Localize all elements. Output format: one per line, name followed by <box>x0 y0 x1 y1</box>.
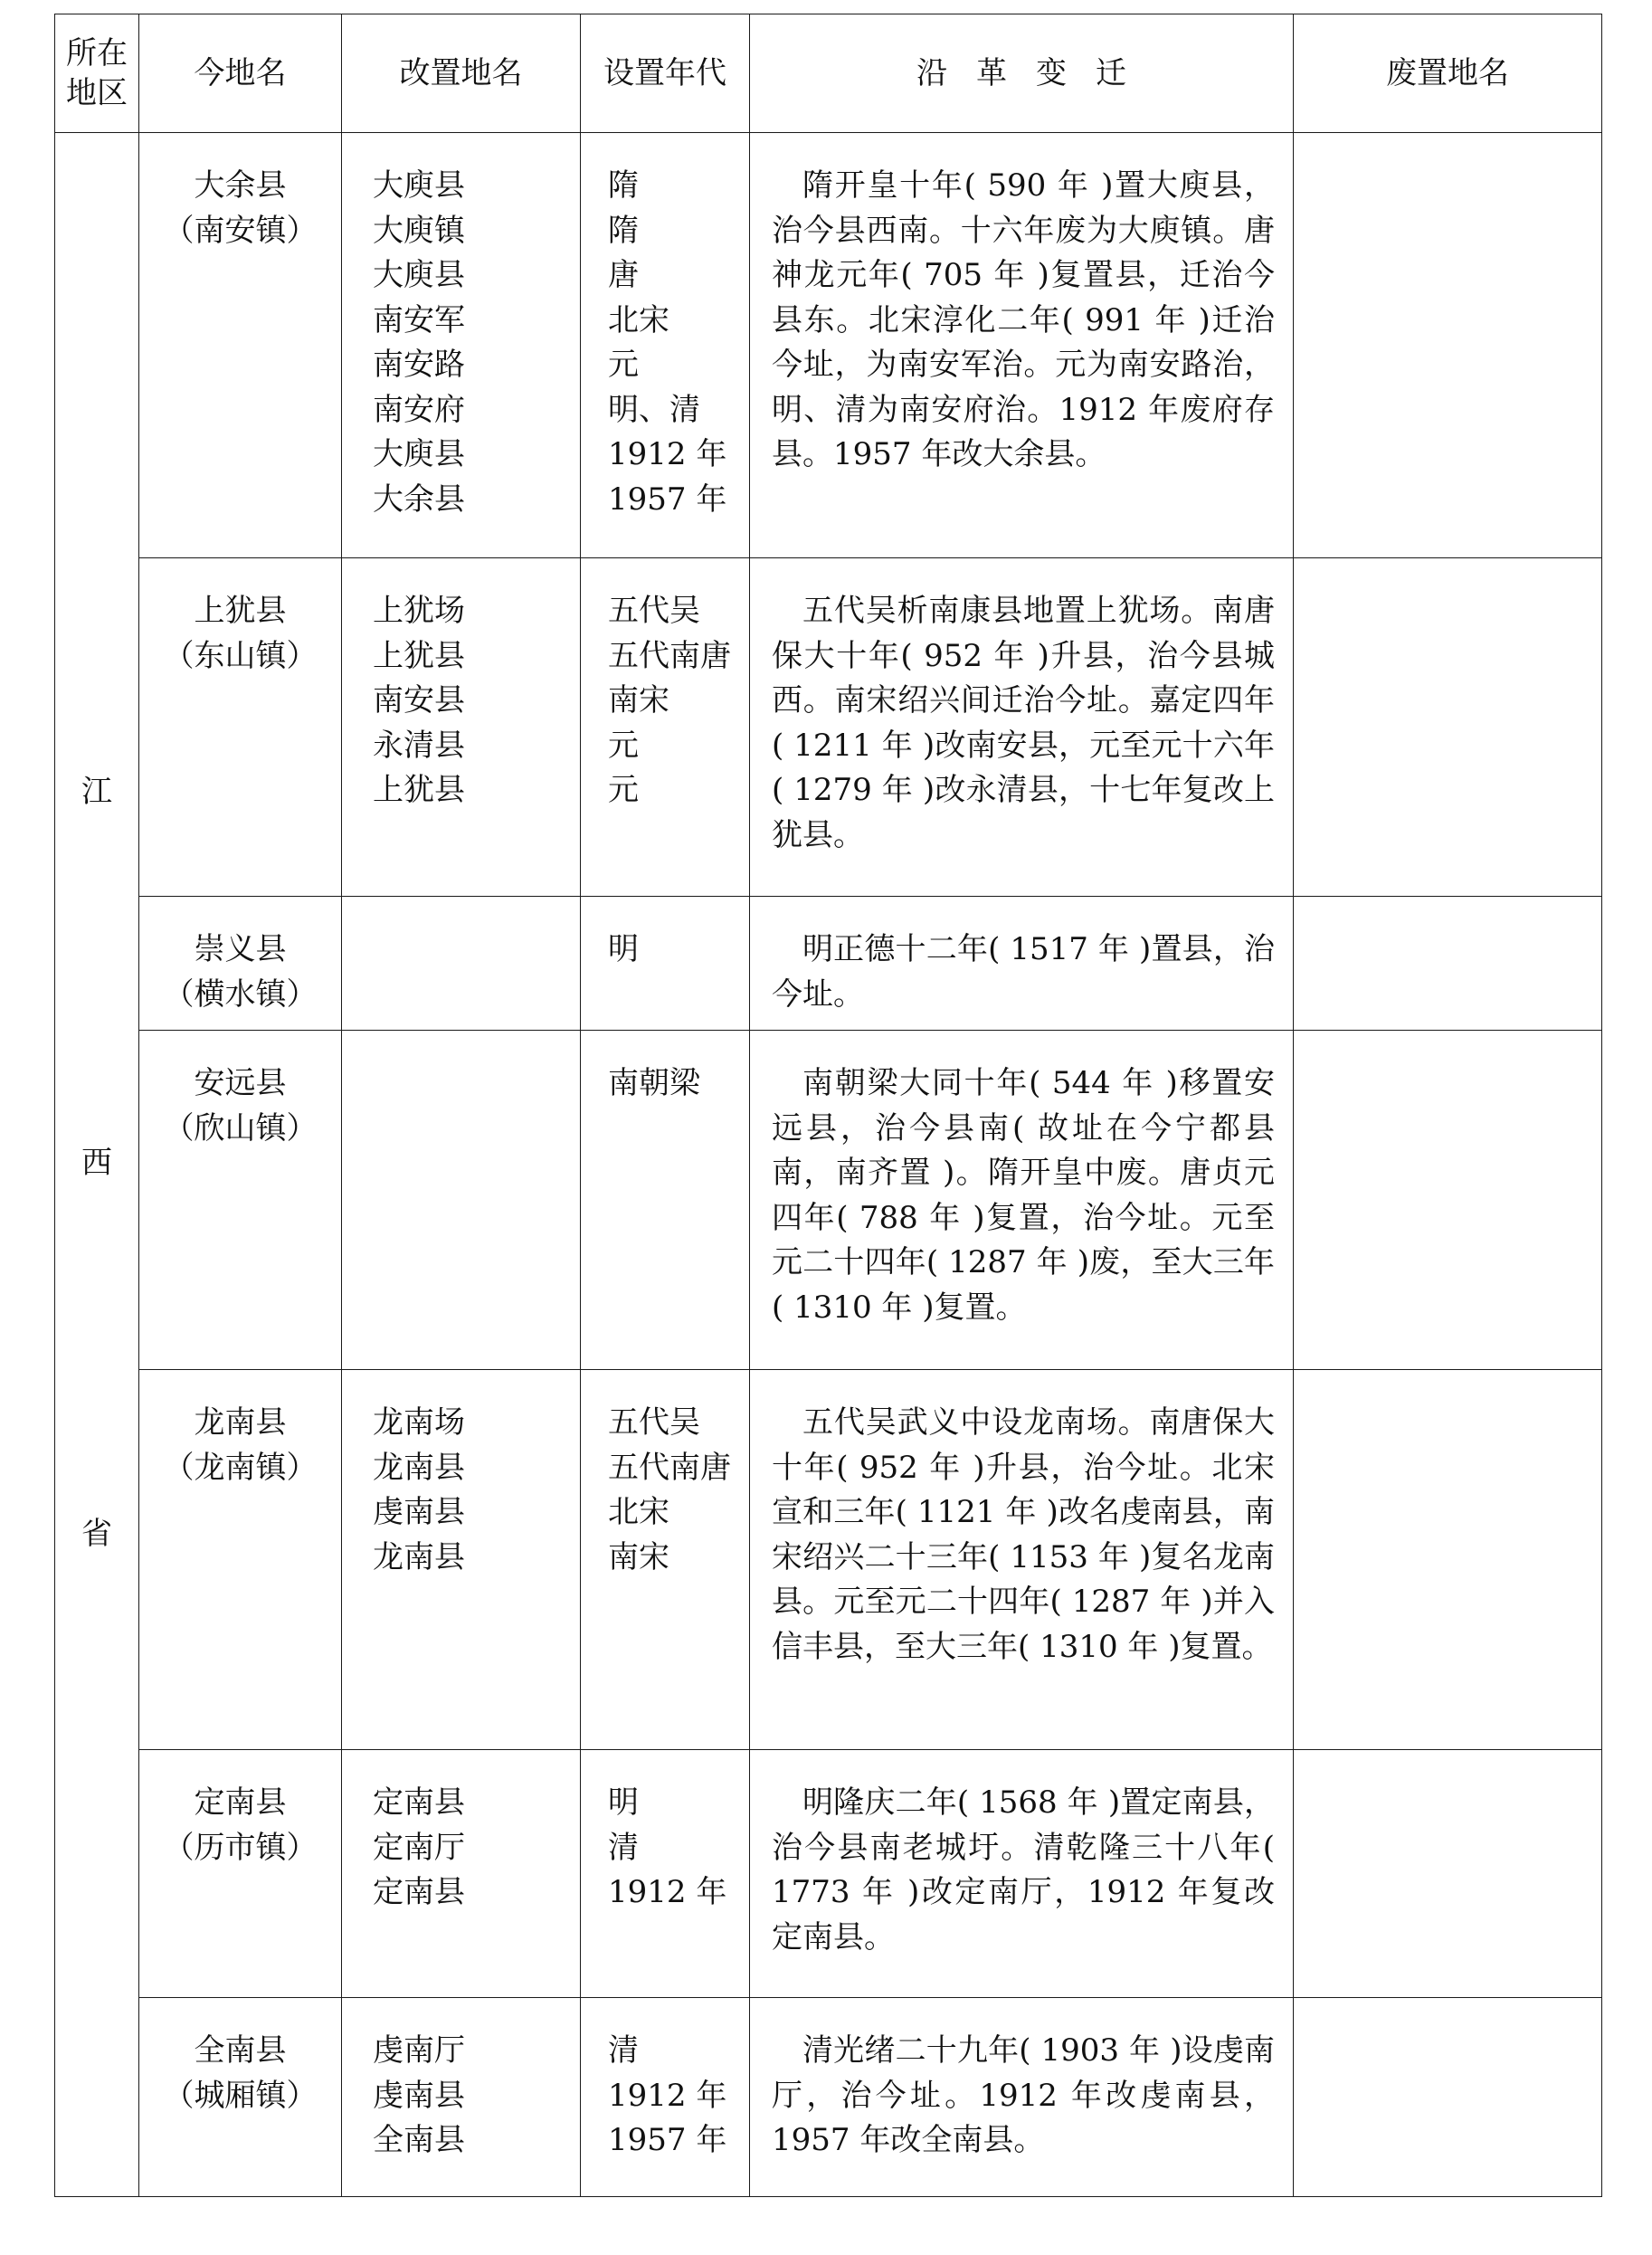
header-region <box>55 14 139 133</box>
abolished-cell <box>1294 1031 1602 1370</box>
era-entry: 明 <box>608 1784 639 1821</box>
abolished-text <box>1294 897 1601 928</box>
era-entry: 五代南唐 <box>608 1449 731 1486</box>
region-char: 江 <box>81 774 112 810</box>
history-cell <box>750 897 1294 1031</box>
renamed-entry: 大庾县 <box>373 167 465 204</box>
abolished-text <box>1294 1998 1601 2029</box>
era-entry: 唐 <box>608 257 639 293</box>
current-name-cell <box>139 133 342 558</box>
table-row <box>55 1031 1602 1370</box>
county-name: 定南县 <box>194 1784 287 1821</box>
abolished-cell <box>1294 558 1602 897</box>
renamed-entry: 定南县 <box>373 1784 465 1821</box>
county-name: 龙南县 <box>194 1404 287 1441</box>
history-text: 明正德十二年( 1517 年 )置县，治今址。 <box>772 931 1275 1013</box>
header-region-line1: 所在 <box>66 35 128 71</box>
renamed-entry: 上犹场 <box>373 593 465 629</box>
region-char: 西 <box>81 1145 112 1181</box>
renamed-entry: 上犹县 <box>373 637 465 674</box>
renamed-entry: 南安军 <box>373 301 465 338</box>
renamed-entry: 虔南厅 <box>373 2032 465 2069</box>
era-entry: 五代吴 <box>608 593 700 629</box>
current-name-cell <box>139 558 342 897</box>
renamed-entry: 上犹县 <box>373 772 465 808</box>
renamed-entry: 大庾镇 <box>373 212 465 249</box>
renamed-cell <box>342 1370 581 1750</box>
era-entry: 五代吴 <box>608 1404 700 1441</box>
era-entry: 元 <box>608 347 639 383</box>
abolished-cell <box>1294 1998 1602 2197</box>
header-history <box>750 14 1294 133</box>
county-seat-town: （横水镇） <box>163 975 318 1013</box>
abolished-cell <box>1294 897 1602 1031</box>
table-row <box>55 1370 1602 1750</box>
history-text: 五代吴武义中设龙南场。南唐保大十年( 952 年 )升县，治今址。北宋宣和三年( 1121 年 )改名虔南县，南宋绍兴二十三年( 1153 年 )复名龙南县。元至元二十四年( 1287 年 )并入信丰县，至大三年( 1310 年 )复置。 <box>772 1404 1275 1665</box>
renamed-entry: 大庾县 <box>373 257 465 293</box>
renamed-entry: 定南厅 <box>373 1829 465 1866</box>
era-entry: 1912 年 <box>608 2077 727 2114</box>
era-entry: 清 <box>608 2032 639 2069</box>
current-name-cell <box>139 1750 342 1998</box>
header-abolished: 废置地名 <box>1294 14 1602 133</box>
abolished-text <box>1294 1031 1601 1061</box>
era-entry: 隋 <box>608 167 639 204</box>
era-entry: 1957 年 <box>608 2122 727 2158</box>
era-entry: 五代南唐 <box>608 637 731 674</box>
county-seat-town: （东山镇） <box>163 637 318 674</box>
header-history-text: 沿革变迁 <box>916 55 1155 91</box>
region-char: 省 <box>81 1516 112 1552</box>
history-cell <box>750 133 1294 558</box>
county-seat-town: （欣山镇） <box>163 1109 318 1147</box>
era-entry: 北宋 <box>608 301 669 338</box>
era-entry: 明、清 <box>608 391 700 428</box>
history-text: 五代吴析南康县地置上犹场。南唐保大十年( 952 年 )升县，治今县城西。南宋绍兴间迁治今址。嘉定四年( 1211 年 )改南安县，元至元十六年( 1279 年 )改永清县，十七年复改上犹县。 <box>772 593 1275 853</box>
header-era: 设置年代 <box>581 14 750 133</box>
era-entry: 隋 <box>608 212 639 249</box>
renamed-cell <box>342 1031 581 1370</box>
table-row <box>55 1750 1602 1998</box>
history-cell <box>750 1031 1294 1370</box>
renamed-entry: 南安路 <box>373 347 465 383</box>
current-name-cell <box>139 1370 342 1750</box>
era-entry: 南宋 <box>608 1538 669 1575</box>
header-region-line2: 地区 <box>66 75 128 111</box>
renamed-entry: 全南县 <box>373 2122 465 2158</box>
region-cell <box>55 133 139 2197</box>
era-cell <box>581 133 750 558</box>
era-cell <box>581 1370 750 1750</box>
header-renamed: 改置地名 <box>342 14 581 133</box>
table-row <box>55 133 1602 558</box>
renamed-entry: 南安县 <box>373 682 465 718</box>
history-text: 南朝梁大同十年( 544 年 )移置安远县，治今县南( 故址在今宁都县南，南齐置 )。隋开皇中废。唐贞元四年( 788 年 )复置，治今址。元至元二十四年( 1287 年 )废，至大三年( 1310 年 )复置。 <box>772 1065 1275 1326</box>
history-cell <box>750 1750 1294 1998</box>
history-text: 清光绪二十九年( 1903 年 )设虔南厅，治今址。1912 年改虔南县，1957 年改全南县。 <box>772 2032 1275 2158</box>
era-entry: 元 <box>608 727 639 764</box>
current-name-cell <box>139 897 342 1031</box>
era-entry: 明 <box>608 931 639 967</box>
history-cell <box>750 1370 1294 1750</box>
county-name: 安远县 <box>194 1065 287 1101</box>
era-entry: 1912 年 <box>608 436 727 472</box>
county-name: 上犹县 <box>194 593 287 629</box>
renamed-cell <box>342 1750 581 1998</box>
county-seat-town: （历市镇） <box>163 1829 318 1866</box>
county-name: 全南县 <box>194 2032 287 2069</box>
history-cell <box>750 558 1294 897</box>
table-row <box>55 897 1602 1031</box>
era-cell <box>581 1750 750 1998</box>
abolished-text <box>1294 133 1601 164</box>
renamed-entry: 虔南县 <box>373 2077 465 2114</box>
header-current-name: 今地名 <box>139 14 342 133</box>
renamed-cell <box>342 558 581 897</box>
current-name-cell <box>139 1031 342 1370</box>
county-name: 大余县 <box>194 167 287 204</box>
abolished-cell <box>1294 133 1602 558</box>
renamed-entry: 永清县 <box>373 727 465 764</box>
renamed-entry: 大余县 <box>373 480 465 518</box>
header-row <box>55 14 1602 133</box>
current-name-cell <box>139 1998 342 2197</box>
table-row <box>55 558 1602 897</box>
history-text: 明隆庆二年( 1568 年 )置定南县，治今县南老城圩。清乾隆三十八年( 1773 年 )改定南厅，1912 年复改定南县。 <box>772 1784 1275 1955</box>
era-entry: 清 <box>608 1829 639 1866</box>
renamed-entry: 虔南县 <box>373 1494 465 1530</box>
gazetteer-table <box>54 14 1602 2197</box>
era-entry: 1957 年 <box>608 480 727 518</box>
era-entry: 1912 年 <box>608 1874 727 1910</box>
era-entry: 北宋 <box>608 1494 669 1530</box>
county-seat-town: （城厢镇） <box>163 2077 318 2114</box>
abolished-text <box>1294 558 1601 589</box>
table-row <box>55 1998 1602 2197</box>
renamed-entry: 龙南县 <box>373 1538 465 1575</box>
era-entry: 南宋 <box>608 682 669 718</box>
renamed-entry: 南安府 <box>373 391 465 428</box>
era-cell <box>581 1031 750 1370</box>
history-cell <box>750 1998 1294 2197</box>
era-entry: 元 <box>608 772 639 808</box>
era-cell <box>581 897 750 1031</box>
abolished-text <box>1294 1370 1601 1401</box>
county-seat-town: （南安镇） <box>163 212 318 249</box>
abolished-cell <box>1294 1750 1602 1998</box>
renamed-cell <box>342 133 581 558</box>
era-cell <box>581 1998 750 2197</box>
era-entry: 南朝梁 <box>608 1065 700 1101</box>
renamed-cell <box>342 897 581 1031</box>
abolished-cell <box>1294 1370 1602 1750</box>
renamed-entry: 大庾县 <box>373 436 465 472</box>
renamed-entry: 龙南场 <box>373 1404 465 1441</box>
history-text: 隋开皇十年( 590 年 )置大庾县，治今县西南。十六年废为大庾镇。唐神龙元年( 705 年 )复置县，迁治今县东。北宋淳化二年( 991 年 )迁治今址，为南安军治。元为南安路治，明、清为南安府治。1912 年废府存县。1957 年改大余县。 <box>772 167 1275 472</box>
renamed-entry: 龙南县 <box>373 1449 465 1486</box>
abolished-text <box>1294 1750 1601 1781</box>
renamed-entry: 定南县 <box>373 1874 465 1910</box>
county-seat-town: （龙南镇） <box>163 1449 318 1486</box>
era-cell <box>581 558 750 897</box>
renamed-cell <box>342 1998 581 2197</box>
county-name: 崇义县 <box>194 931 287 967</box>
